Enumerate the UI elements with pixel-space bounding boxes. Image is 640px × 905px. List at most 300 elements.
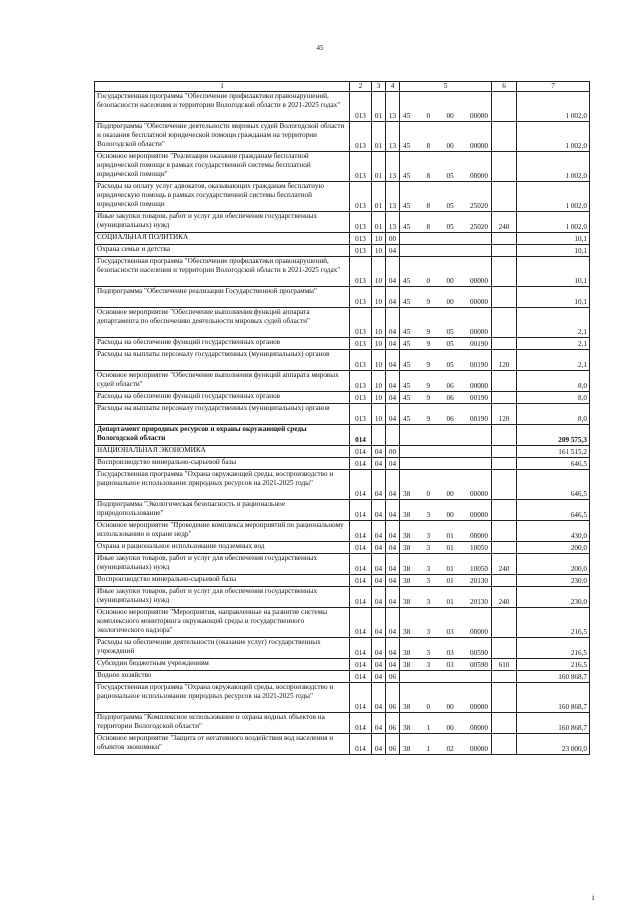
admin-code: 013 xyxy=(350,338,372,350)
expense-type-code: 120 xyxy=(492,350,517,371)
amount-value: 230,0 xyxy=(517,587,590,608)
target-article-code xyxy=(400,608,492,638)
target-article-part: 3 xyxy=(426,598,431,606)
target-article-code xyxy=(400,683,492,713)
section-code: 10 xyxy=(372,287,386,308)
target-article-part: 00 xyxy=(446,112,454,120)
target-article-parts xyxy=(400,544,491,553)
row-description: Воспроизводство минерально-сырьевой базы xyxy=(95,458,350,470)
target-article-code xyxy=(400,371,492,392)
header-cell: 3 xyxy=(372,82,386,92)
admin-code: 013 xyxy=(350,152,372,182)
target-article-part: 05 xyxy=(446,340,454,348)
target-article-parts xyxy=(400,202,491,211)
target-article-part: 45 xyxy=(403,202,411,210)
target-article-part: 25020 xyxy=(470,223,488,231)
amount-value: 216,5 xyxy=(517,608,590,638)
target-article-part: 3 xyxy=(426,661,431,669)
table-row xyxy=(95,554,590,575)
target-article-part: 01 xyxy=(446,577,454,585)
target-article-parts xyxy=(400,112,491,121)
target-article-part: 05 xyxy=(446,172,454,180)
admin-code: 013 xyxy=(350,257,372,287)
target-article-part: 05 xyxy=(446,328,454,336)
table-row xyxy=(95,587,590,608)
target-article-code xyxy=(400,500,492,521)
admin-code: 014 xyxy=(350,470,372,500)
subsection-code: 06 xyxy=(386,683,400,713)
subsection-code: 04 xyxy=(386,392,400,404)
subsection-code: 04 xyxy=(386,308,400,338)
admin-code: 014 xyxy=(350,425,372,446)
admin-code: 014 xyxy=(350,659,372,671)
expense-type-code: 120 xyxy=(492,404,517,425)
admin-code: 013 xyxy=(350,308,372,338)
target-article-code xyxy=(400,350,492,371)
target-article-part: 06 xyxy=(446,415,454,423)
target-article-part: 45 xyxy=(403,382,411,390)
section-code: 10 xyxy=(372,338,386,350)
target-article-part: 8 xyxy=(426,172,431,180)
target-article-part: 3 xyxy=(426,628,431,636)
amount-value: 10,1 xyxy=(517,233,590,245)
expense-type-code: 240 xyxy=(492,587,517,608)
section-code: 04 xyxy=(372,446,386,458)
target-article-part: 3 xyxy=(426,511,431,519)
target-article-part: 38 xyxy=(403,577,411,585)
target-article-part: 38 xyxy=(403,598,411,606)
target-article-part: 45 xyxy=(403,277,411,285)
target-article-part: 00000 xyxy=(470,724,488,732)
row-description: НАЦИОНАЛЬНАЯ ЭКОНОМИКА xyxy=(95,446,350,458)
target-article-parts xyxy=(400,298,491,307)
subsection-code: 06 xyxy=(386,671,400,683)
section-code: 01 xyxy=(372,92,386,122)
target-article-part: 00000 xyxy=(470,628,488,636)
subsection-code: 13 xyxy=(386,122,400,152)
admin-code: 013 xyxy=(350,404,372,425)
target-article-code xyxy=(400,713,492,734)
target-article-parts xyxy=(400,382,491,391)
admin-code: 014 xyxy=(350,575,372,587)
subsection-code: 04 xyxy=(386,245,400,257)
amount-value: 230,0 xyxy=(517,575,590,587)
row-description: Основное мероприятие "Мероприятия, направленные на развитие системы комплексного мониторинга окружающей среды и государственного экологического надзора" xyxy=(95,608,350,638)
amount-value: 216,5 xyxy=(517,638,590,659)
target-article-part: 00190 xyxy=(470,361,488,369)
row-description: Основное мероприятие "Проведение комплекса мероприятий по рациональному использованию и охране недр" xyxy=(95,521,350,542)
target-article-part: 9 xyxy=(426,361,431,369)
page-number: 45 xyxy=(316,44,324,52)
section-code: 10 xyxy=(372,404,386,425)
expense-type-code xyxy=(492,734,517,755)
target-article-code xyxy=(400,554,492,575)
budget-table xyxy=(94,81,590,755)
section-code: 04 xyxy=(372,683,386,713)
subsection-code: 00 xyxy=(386,446,400,458)
expense-type-code xyxy=(492,446,517,458)
expense-type-code xyxy=(492,245,517,257)
amount-value: 1 002,0 xyxy=(517,182,590,212)
admin-code: 014 xyxy=(350,608,372,638)
target-article-part: 45 xyxy=(403,142,411,150)
target-article-part: 02 xyxy=(446,745,454,753)
amount-value: 1 002,0 xyxy=(517,212,590,233)
section-code: 04 xyxy=(372,542,386,554)
target-article-code xyxy=(400,470,492,500)
row-description: Расходы на обеспечение деятельности (оказание услуг) государственных учреждений xyxy=(95,638,350,659)
target-article-part: 25020 xyxy=(470,202,488,210)
target-article-parts xyxy=(400,703,491,712)
target-article-part: 45 xyxy=(403,394,411,402)
target-article-part: 9 xyxy=(426,340,431,348)
subsection-code: 06 xyxy=(386,734,400,755)
amount-value: 160 868,7 xyxy=(517,671,590,683)
target-article-part: 45 xyxy=(403,172,411,180)
expense-type-code xyxy=(492,92,517,122)
table-row xyxy=(95,182,590,212)
target-article-code xyxy=(400,338,492,350)
target-article-part: 45 xyxy=(403,112,411,120)
amount-value: 23 000,0 xyxy=(517,734,590,755)
target-article-part: 00 xyxy=(446,703,454,711)
admin-code: 013 xyxy=(350,182,372,212)
target-article-code xyxy=(400,542,492,554)
target-article-part: 3 xyxy=(426,649,431,657)
admin-code: 013 xyxy=(350,92,372,122)
admin-code: 014 xyxy=(350,713,372,734)
amount-value: 646,5 xyxy=(517,500,590,521)
row-description: Государственная программа "Охрана окружающей среды, воспроизводство и рациональное использование природных ресурсов на 2021-2025 годы" xyxy=(95,470,350,500)
target-article-parts xyxy=(400,598,491,607)
admin-code: 013 xyxy=(350,212,372,233)
target-article-part: 00000 xyxy=(470,703,488,711)
target-article-part: 05 xyxy=(446,223,454,231)
target-article-part: 3 xyxy=(426,577,431,585)
subsection-code: 04 xyxy=(386,554,400,575)
target-article-part: 00000 xyxy=(470,745,488,753)
subsection-code: 04 xyxy=(386,659,400,671)
table-row xyxy=(95,671,590,683)
section-code: 04 xyxy=(372,608,386,638)
table-header-row xyxy=(95,82,590,92)
row-description: Основное мероприятие "Защита от негативного воздействия вод населения и объектов экономики" xyxy=(95,734,350,755)
expense-type-code xyxy=(492,122,517,152)
target-article-part: 00 xyxy=(446,298,454,306)
subsection-code: 04 xyxy=(386,371,400,392)
target-article-part: 00 xyxy=(446,142,454,150)
target-article-part: 9 xyxy=(426,298,431,306)
target-article-part: 03 xyxy=(446,661,454,669)
section-code: 04 xyxy=(372,458,386,470)
header-cell: 6 xyxy=(492,82,517,92)
section-code: 04 xyxy=(372,587,386,608)
target-article-part: 45 xyxy=(403,223,411,231)
table-row xyxy=(95,659,590,671)
row-description: Основное мероприятие "Обеспечение выполнения функций аппарата департамента по обеспечению деятельности мировых судей области" xyxy=(95,308,350,338)
target-article-parts xyxy=(400,565,491,574)
target-article-part: 8 xyxy=(426,202,431,210)
table-row xyxy=(95,458,590,470)
target-article-code xyxy=(400,638,492,659)
expense-type-code xyxy=(492,287,517,308)
amount-value: 1 002,0 xyxy=(517,92,590,122)
target-article-code xyxy=(400,587,492,608)
target-article-code xyxy=(400,182,492,212)
admin-code: 013 xyxy=(350,287,372,308)
subsection-code: 04 xyxy=(386,404,400,425)
target-article-part: 03 xyxy=(446,628,454,636)
target-article-code xyxy=(400,734,492,755)
section-code: 04 xyxy=(372,554,386,575)
table-row xyxy=(95,233,590,245)
target-article-code xyxy=(400,212,492,233)
expense-type-code xyxy=(492,371,517,392)
target-article-part: 00000 xyxy=(470,328,488,336)
target-article-part: 00000 xyxy=(470,298,488,306)
row-description: Водное хозяйство xyxy=(95,671,350,683)
amount-value: 160 868,7 xyxy=(517,683,590,713)
target-article-part: 01 xyxy=(446,544,454,552)
admin-code: 014 xyxy=(350,500,372,521)
target-article-code xyxy=(400,257,492,287)
section-code: 10 xyxy=(372,308,386,338)
target-article-part: 01 xyxy=(446,532,454,540)
admin-code: 013 xyxy=(350,245,372,257)
expense-type-code xyxy=(492,182,517,212)
target-article-part: 3 xyxy=(426,532,431,540)
target-article-part: 3 xyxy=(426,565,431,573)
target-article-part: 06 xyxy=(446,382,454,390)
row-description: СОЦИАЛЬНАЯ ПОЛИТИКА xyxy=(95,233,350,245)
expense-type-code xyxy=(492,521,517,542)
subsection-code: 13 xyxy=(386,182,400,212)
subsection-code: 04 xyxy=(386,338,400,350)
target-article-part: 8 xyxy=(426,142,431,150)
section-code: 04 xyxy=(372,638,386,659)
section-code: 10 xyxy=(372,350,386,371)
target-article-part: 0 xyxy=(426,277,431,285)
header-cell: 4 xyxy=(386,82,400,92)
table-row xyxy=(95,392,590,404)
expense-type-code xyxy=(492,458,517,470)
header-cell: 7 xyxy=(517,82,590,92)
section-code: 04 xyxy=(372,575,386,587)
row-description: Основное мероприятие "Реализация оказания гражданам бесплатной юридической помощи в рамках государственной системы бесплатной юридической помощи" xyxy=(95,152,350,182)
target-article-part: 38 xyxy=(403,565,411,573)
target-article-parts xyxy=(400,361,491,370)
expense-type-code xyxy=(492,683,517,713)
section-code: 10 xyxy=(372,233,386,245)
expense-type-code: 610 xyxy=(492,659,517,671)
amount-value: 646,5 xyxy=(517,458,590,470)
admin-code: 013 xyxy=(350,233,372,245)
subsection-code: 04 xyxy=(386,587,400,608)
amount-value: 646,5 xyxy=(517,470,590,500)
target-article-part: 00190 xyxy=(470,415,488,423)
target-article-part: 9 xyxy=(426,394,431,402)
target-article-code xyxy=(400,446,492,458)
row-description: Расходы на обеспечение функций государственных органов xyxy=(95,392,350,404)
section-code: 01 xyxy=(372,152,386,182)
amount-value: 10,1 xyxy=(517,257,590,287)
row-description: Государственная программа "Охрана окружающей среды, воспроизводство и рациональное использование природных ресурсов на 2021-2025 годы" xyxy=(95,683,350,713)
target-article-code xyxy=(400,575,492,587)
target-article-code xyxy=(400,92,492,122)
subsection-code: 04 xyxy=(386,470,400,500)
target-article-part: 00000 xyxy=(470,112,488,120)
row-description: Расходы на обеспечение функций государственных органов xyxy=(95,338,350,350)
target-article-parts xyxy=(400,577,491,586)
target-article-part: 45 xyxy=(403,415,411,423)
subsection-code: 04 xyxy=(386,500,400,521)
target-article-part: 00 xyxy=(446,277,454,285)
section-code: 01 xyxy=(372,182,386,212)
table-row xyxy=(95,521,590,542)
amount-value: 8,0 xyxy=(517,392,590,404)
table-row xyxy=(95,122,590,152)
admin-code: 014 xyxy=(350,542,372,554)
expense-type-code xyxy=(492,425,517,446)
section-code: 04 xyxy=(372,713,386,734)
target-article-part: 00000 xyxy=(470,532,488,540)
target-article-code xyxy=(400,233,492,245)
section-code: 04 xyxy=(372,500,386,521)
expense-type-code: 240 xyxy=(492,212,517,233)
section-code: 01 xyxy=(372,122,386,152)
table-row xyxy=(95,446,590,458)
target-article-code xyxy=(400,392,492,404)
target-article-part: 0 xyxy=(426,112,431,120)
section-code: 04 xyxy=(372,659,386,671)
table-row xyxy=(95,152,590,182)
section-code: 10 xyxy=(372,392,386,404)
table-row xyxy=(95,338,590,350)
table-row xyxy=(95,245,590,257)
amount-value: 200,0 xyxy=(517,542,590,554)
target-article-part: 10050 xyxy=(470,544,488,552)
target-article-part: 38 xyxy=(403,661,411,669)
row-description: Субсидии бюджетным учреждениям xyxy=(95,659,350,671)
expense-type-code xyxy=(492,542,517,554)
target-article-parts xyxy=(400,223,491,232)
target-article-code xyxy=(400,287,492,308)
target-article-part: 9 xyxy=(426,382,431,390)
target-article-part: 45 xyxy=(403,298,411,306)
subsection-code xyxy=(386,425,400,446)
subsection-code: 04 xyxy=(386,575,400,587)
table-row xyxy=(95,575,590,587)
section-code: 04 xyxy=(372,521,386,542)
target-article-code xyxy=(400,308,492,338)
row-description: Иные закупки товаров, работ и услуг для обеспечения государственных (муниципальных) нужд xyxy=(95,212,350,233)
target-article-parts xyxy=(400,661,491,670)
target-article-part: 05 xyxy=(446,361,454,369)
table-row xyxy=(95,404,590,425)
expense-type-code xyxy=(492,233,517,245)
header-cell: 5 xyxy=(400,82,492,92)
expense-type-code xyxy=(492,470,517,500)
admin-code: 013 xyxy=(350,350,372,371)
admin-code: 014 xyxy=(350,734,372,755)
row-description: Расходы на оплату услуг адвокатов, оказывающих гражданам бесплатную юридическую помощь в рамках государственной системы бесплатной юридической помощи xyxy=(95,182,350,212)
target-article-part: 9 xyxy=(426,415,431,423)
subsection-code: 04 xyxy=(386,521,400,542)
section-code: 04 xyxy=(372,671,386,683)
target-article-part: 01 xyxy=(446,598,454,606)
admin-code: 014 xyxy=(350,683,372,713)
expense-type-code xyxy=(492,308,517,338)
target-article-parts xyxy=(400,340,491,349)
table-row xyxy=(95,713,590,734)
target-article-parts xyxy=(400,490,491,499)
target-article-parts xyxy=(400,394,491,403)
amount-value: 2,1 xyxy=(517,350,590,371)
target-article-part: 00190 xyxy=(470,340,488,348)
target-article-part: 38 xyxy=(403,703,411,711)
target-article-part: 8 xyxy=(426,223,431,231)
target-article-code xyxy=(400,245,492,257)
table-row xyxy=(95,542,590,554)
target-article-part: 38 xyxy=(403,511,411,519)
target-article-part: 00 xyxy=(446,490,454,498)
target-article-part: 06 xyxy=(446,394,454,402)
subsection-code: 13 xyxy=(386,152,400,182)
expense-type-code xyxy=(492,575,517,587)
target-article-parts xyxy=(400,628,491,637)
expense-type-code xyxy=(492,671,517,683)
target-article-part: 00000 xyxy=(470,277,488,285)
target-article-part: 01 xyxy=(446,565,454,573)
amount-value: 216,5 xyxy=(517,659,590,671)
target-article-part: 1 xyxy=(426,745,431,753)
target-article-parts xyxy=(400,142,491,151)
section-code: 01 xyxy=(372,212,386,233)
target-article-part: 1 xyxy=(426,724,431,732)
amount-value: 10,1 xyxy=(517,245,590,257)
table-row xyxy=(95,287,590,308)
section-code: 10 xyxy=(372,371,386,392)
target-article-part: 0 xyxy=(426,703,431,711)
table-body xyxy=(95,82,590,755)
target-article-code xyxy=(400,425,492,446)
target-article-parts xyxy=(400,745,491,754)
table-row xyxy=(95,638,590,659)
row-description: Охрана семьи и детства xyxy=(95,245,350,257)
subsection-code: 04 xyxy=(386,257,400,287)
admin-code: 014 xyxy=(350,554,372,575)
table-row xyxy=(95,308,590,338)
subsection-code: 13 xyxy=(386,212,400,233)
row-description: Подпрограмма "Экологическая безопасность и рациональное природопользование" xyxy=(95,500,350,521)
amount-value: 209 575,3 xyxy=(517,425,590,446)
row-description: Охрана и рациональное использование подземных вод xyxy=(95,542,350,554)
subsection-code: 00 xyxy=(386,233,400,245)
target-article-part: 00000 xyxy=(470,490,488,498)
target-article-part: 9 xyxy=(426,328,431,336)
target-article-part: 38 xyxy=(403,649,411,657)
subsection-code: 04 xyxy=(386,350,400,371)
subsection-code: 04 xyxy=(386,608,400,638)
row-description: Департамент природных ресурсов и охраны окружающей среды Вологодской области xyxy=(95,425,350,446)
expense-type-code xyxy=(492,638,517,659)
admin-code: 014 xyxy=(350,671,372,683)
amount-value: 160 868,7 xyxy=(517,713,590,734)
target-article-code xyxy=(400,671,492,683)
target-article-part: 38 xyxy=(403,532,411,540)
table-row xyxy=(95,371,590,392)
header-cell: 2 xyxy=(350,82,372,92)
